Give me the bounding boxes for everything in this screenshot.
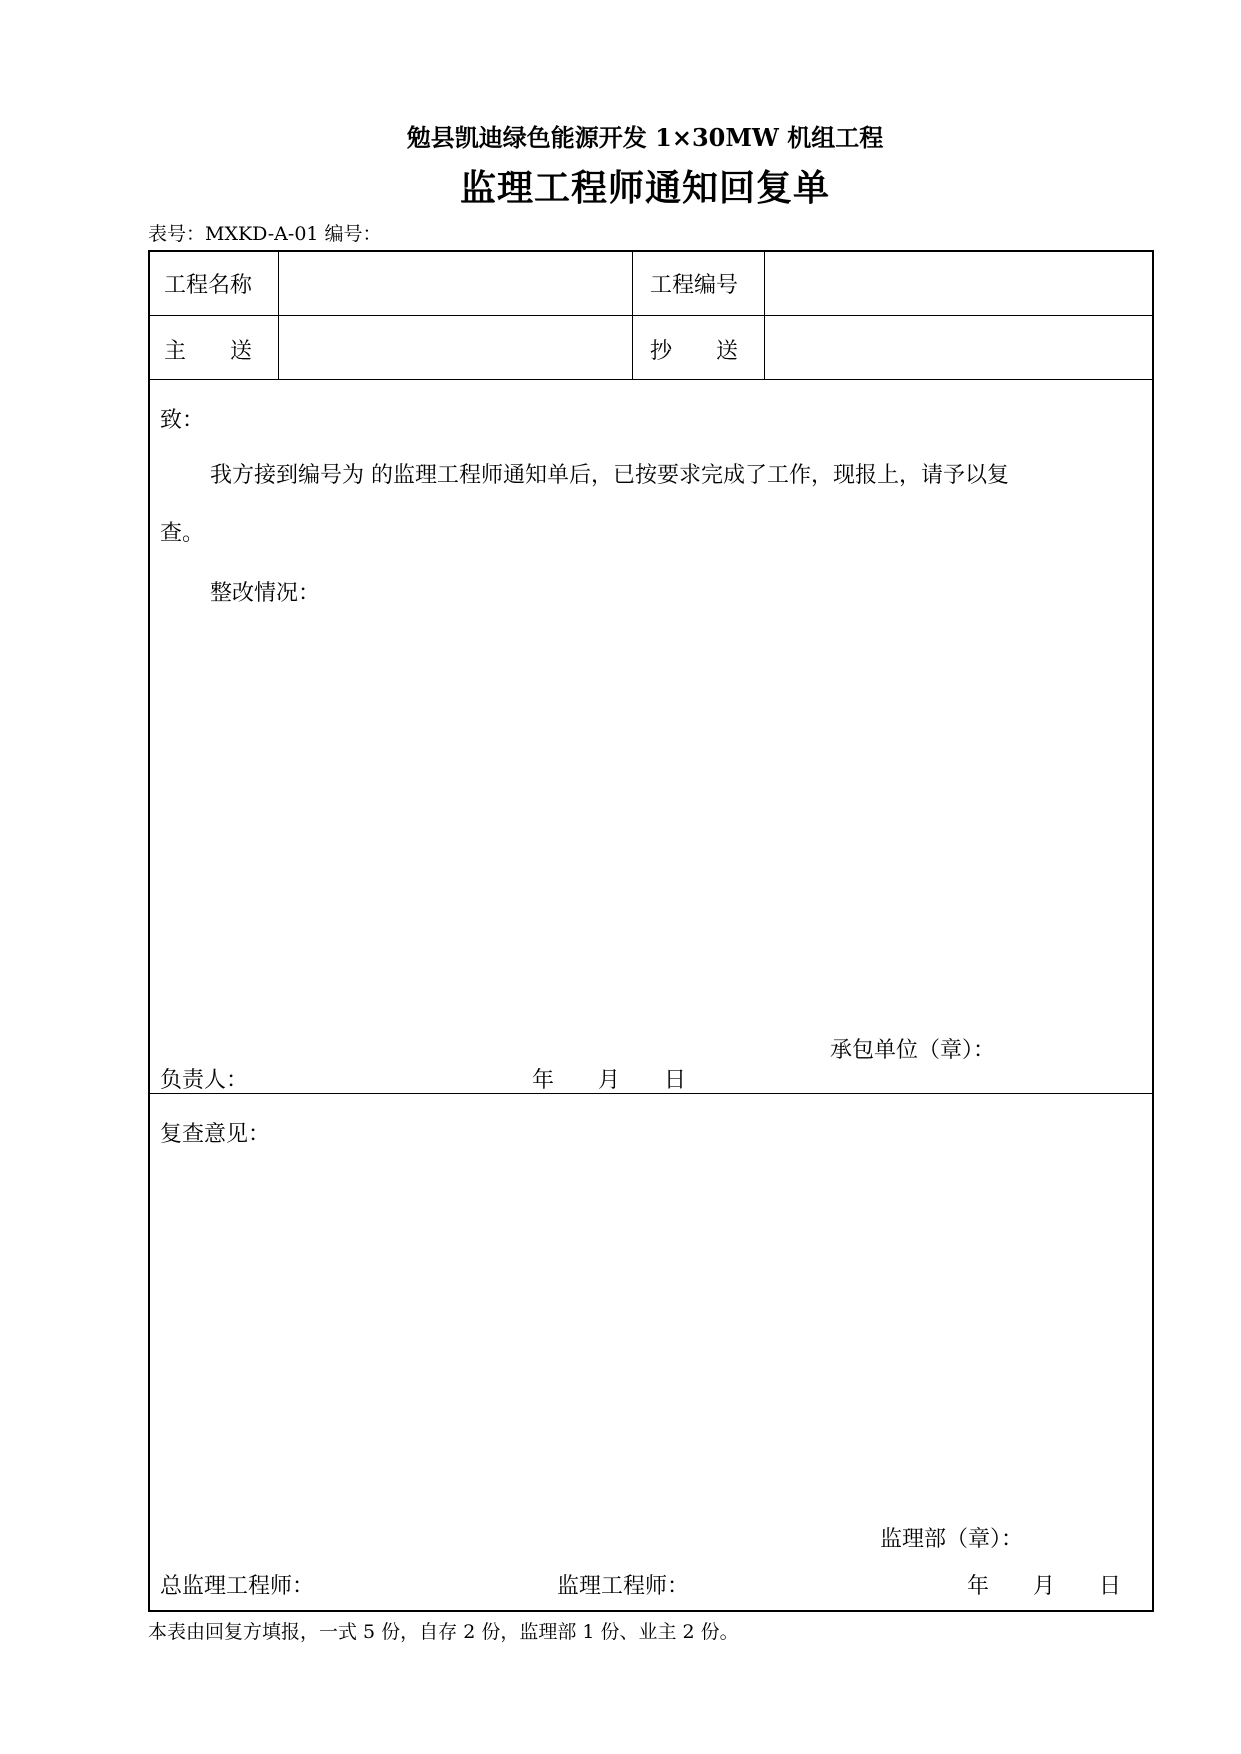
cc-label: 抄 送 [650,339,739,364]
salutation: 致： [160,408,205,433]
row-divider [148,315,1154,316]
form-table [148,250,1154,1612]
contractor-seal-label: 承包单位（章）： [830,1038,996,1063]
project-name-label: 工程名称 [164,273,253,298]
review-opinion-label: 复查意见： [160,1122,271,1147]
footer-note: 本表由回复方填报，一式 5 份，自存 2 份，监理部 1 份、业主 2 份。 [148,1621,739,1643]
chief-engineer-label: 总监理工程师： [160,1574,315,1599]
col-divider [278,250,279,379]
col-divider [764,250,765,379]
reply-date: 年 月 日 [532,1068,687,1093]
project-line: 勉县凯迪绿色能源开发 1×30MW 机组工程 [406,123,884,152]
reply-body-line1: 我方接到编号为 的监理工程师通知单后，已按要求完成了工作，现报上，请予以复 [210,463,1009,488]
reply-body-line2: 查。 [160,521,205,546]
col-divider [632,250,633,379]
project-code-label: 工程编号 [650,273,739,298]
engineer-label: 监理工程师： [557,1574,690,1599]
form-title: 监理工程师通知回复单 [459,167,830,209]
review-date: 年 月 日 [967,1574,1122,1599]
row-divider [148,379,1154,380]
rectification-label: 整改情况： [210,581,321,606]
main-recipient-label: 主 送 [164,339,253,364]
responsible-person-label: 负责人： [160,1068,249,1093]
form-number: 表号：MXKD-A-01 编号： [148,223,382,245]
supervision-seal-label: 监理部（章）： [880,1527,1024,1552]
